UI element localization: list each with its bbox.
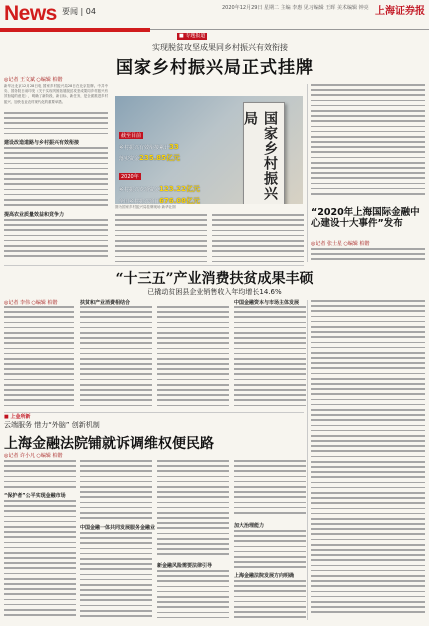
logo-bar [0,28,150,32]
stat-line: 乡村振兴有效衔接累计33 [119,143,179,151]
third-subhead-5: 上海金融法院发展方向明确 [234,573,295,579]
lead-kicker: 实现脱贫攻坚成果同乡村振兴有效衔接 [152,43,288,52]
dateline: 2020年12月29日 星期二 主编 李惠 见习编辑 王晖 美术编辑 钟亮 [222,5,369,11]
top-rule [150,29,429,30]
section-rule [4,265,304,266]
third-body-9 [234,580,306,620]
section-rule-2 [4,412,304,413]
lead-body-1 [4,112,108,136]
second-headline: “十三五”产业消费扶贫成果丰硕 [115,271,314,287]
second-body-2 [80,306,152,410]
stat-title-1: 截至目前 [121,133,142,139]
lead-body-2 [4,147,108,209]
third-byline: ◎记者 许小凡 ○编辑 柏锴 [4,453,63,459]
right-body-3 [311,300,425,620]
lead-headline: 国家乡村振兴局正式挂牌 [116,58,314,78]
third-body-2 [4,500,76,620]
nameplate-sign [243,102,285,204]
third-body-5 [157,460,229,560]
third-body-6 [157,570,229,620]
section-logo: News [4,2,57,25]
lead-body-4 [115,214,207,264]
stat-title-2: 2020年 [121,174,139,180]
third-subhead-4: 加大治理能力 [234,523,265,529]
paper-name: 上海证券报 [375,6,425,17]
second-body-4 [234,306,306,410]
stat-line: 全国乡村振兴项目676.08亿元 [119,197,201,204]
second-subhead-2: 中国金融资本与市场主体发展 [234,300,300,306]
right-column-byline: ◎记者 张士星 ○编辑 柏锴 [311,241,370,247]
photo-stats [119,122,239,204]
column-rule-2 [307,300,308,620]
third-subhead-3: 新金融风险需要法律引导 [157,563,213,569]
nameplate-text: 国家乡村振兴局 [242,111,278,201]
third-kicker: 云端服务 惜力“外脑” 创新机制 [4,421,100,429]
third-body-7 [234,460,306,520]
lead-body-3 [4,219,108,259]
masthead [0,0,429,40]
lead-body-5 [212,214,304,264]
lead-subhead-1: 建设改造道路与乡村振兴有效衔接 [4,140,80,146]
stat-line: 落实资金235.85亿元 [119,154,181,162]
right-column-title: “2020年上海国际金融中心建设十大事件”发布 [311,207,420,229]
photo-caption: 图为国家乡村振兴局挂牌现场 新华社图 [115,205,176,209]
third-subhead-2: 中国金融一体共同发展服务金融业 [80,525,156,531]
second-subheadline: 已撬动贫困县企业销售收入年均增长14.6% [147,288,282,296]
third-body-8 [234,530,306,570]
lead-subhead-2: 提高农业质量效益和竞争力 [4,212,65,218]
right-body-1 [311,84,425,202]
lead-byline: ◎记者 王文斌 ○编辑 柏锴 [4,77,63,83]
section-label: 要闻 | 04 [62,7,96,16]
right-body-2 [311,248,425,264]
lead-photo [115,96,303,204]
third-body-4 [80,532,152,620]
lead-intro: 新华社北京12月28日电 国家乡村振兴局28日在北京挂牌。中共中央、国务院日前印发《关于实现巩固拓展脱贫攻坚成果同乡村振兴有效衔接的意见》，明确了新阶段、新目标、新任务，是全面推进乡村振兴、加快农业农村现代化的重要举措。 [4,84,108,104]
third-body-1 [4,460,76,490]
third-body-3 [80,460,152,522]
lead-tag: ■ 专题报道 [179,33,206,39]
third-tag: ■ 上金所新 [4,414,31,420]
second-body-3 [157,306,229,410]
third-subhead-1: “保护者”公平实现金融市场 [4,493,66,499]
second-byline: ◎记者 李伟 ○编辑 柏锴 [4,300,58,306]
third-headline: 上海金融法院铺就诉调维权便民路 [4,436,214,452]
second-subhead-1: 扶贫和产业消费相结合 [80,300,131,306]
second-body-1 [4,306,74,410]
stat-line: 乡村振兴专项资金123.22亿元 [119,185,201,193]
column-rule [307,84,308,262]
